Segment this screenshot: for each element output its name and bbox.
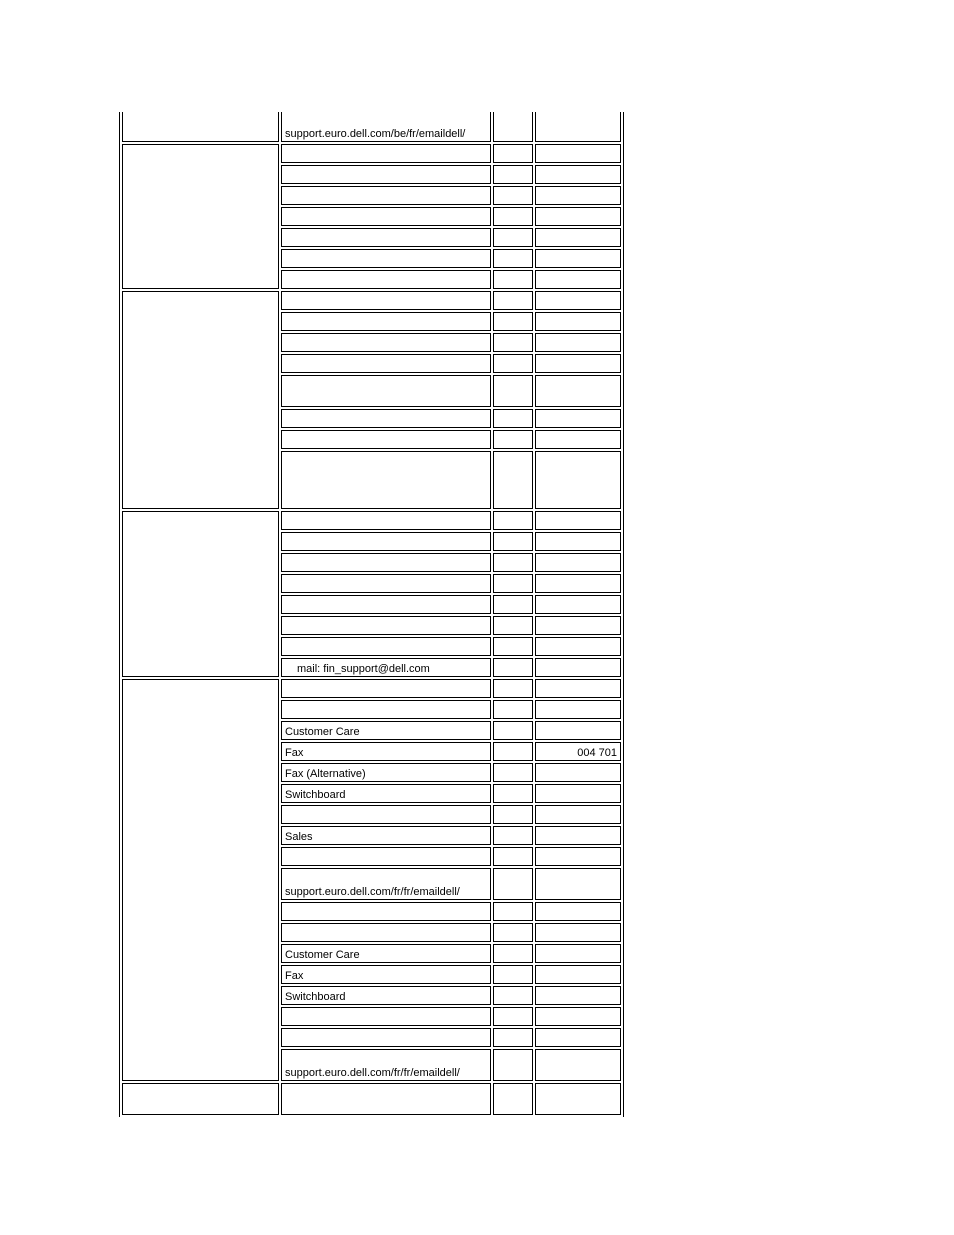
phone-number [535, 409, 621, 428]
access-code [493, 144, 533, 163]
service-label [281, 291, 491, 310]
service-label [281, 451, 491, 509]
access-code [493, 868, 533, 900]
access-code [493, 511, 533, 530]
access-code [493, 1083, 533, 1115]
service-label [281, 637, 491, 656]
contact-directory-table-viewport [119, 112, 624, 1118]
service-label [281, 658, 491, 677]
phone-number [535, 270, 621, 289]
service-label [281, 1028, 491, 1047]
access-code [493, 595, 533, 614]
phone-number [535, 763, 621, 782]
phone-number [535, 574, 621, 593]
access-code [493, 986, 533, 1005]
access-code [493, 1007, 533, 1026]
phone-number [535, 553, 621, 572]
phone-number [535, 679, 621, 698]
phone-number [535, 375, 621, 407]
access-code [493, 637, 533, 656]
service-label [281, 312, 491, 331]
phone-number [535, 847, 621, 866]
service-label [281, 228, 491, 247]
access-code [493, 409, 533, 428]
country-cell [122, 144, 279, 289]
table-row [122, 1083, 621, 1115]
phone-number [535, 1083, 621, 1115]
access-code [493, 375, 533, 407]
access-code [493, 333, 533, 352]
service-label [281, 1007, 491, 1026]
service-label [281, 333, 491, 352]
access-code [493, 1028, 533, 1047]
access-code [493, 291, 533, 310]
phone-number [535, 944, 621, 963]
access-code [493, 186, 533, 205]
service-label: support.euro.dell.com/fr/fr/emaildell/ [281, 868, 491, 900]
phone-number [535, 965, 621, 984]
service-label [281, 207, 491, 226]
phone-number [535, 144, 621, 163]
phone-number [535, 868, 621, 900]
access-code [493, 742, 533, 761]
phone-number [535, 451, 621, 509]
service-label: Customer Care [281, 944, 491, 963]
access-code [493, 532, 533, 551]
phone-number [535, 595, 621, 614]
phone-number [535, 207, 621, 226]
service-label [281, 165, 491, 184]
table-row [122, 511, 621, 530]
phone-number [535, 312, 621, 331]
access-code [493, 679, 533, 698]
service-label [281, 409, 491, 428]
phone-number [535, 249, 621, 268]
access-code [493, 658, 533, 677]
phone-number [535, 805, 621, 824]
phone-number [535, 430, 621, 449]
phone-number [535, 637, 621, 656]
access-code [493, 574, 533, 593]
service-label [281, 923, 491, 942]
access-code [493, 207, 533, 226]
contact-directory-table [119, 112, 624, 1117]
service-label [281, 805, 491, 824]
phone-number [535, 986, 621, 1005]
access-code [493, 944, 533, 963]
phone-number [535, 228, 621, 247]
service-label: Sales [281, 826, 491, 845]
phone-number [535, 1007, 621, 1026]
service-label: Customer Care [281, 721, 491, 740]
phone-number [535, 1049, 621, 1081]
phone-number [535, 902, 621, 921]
country-cell [122, 511, 279, 677]
email-text: mail: fin_support@dell.com [297, 663, 430, 675]
phone-number [535, 658, 621, 677]
access-code [493, 451, 533, 509]
service-label [281, 249, 491, 268]
service-label [281, 532, 491, 551]
country-cell [122, 679, 279, 1081]
access-code [493, 354, 533, 373]
service-label [281, 595, 491, 614]
country-cell [122, 1083, 279, 1115]
access-code [493, 430, 533, 449]
phone-number [535, 721, 621, 740]
service-label: Fax [281, 742, 491, 761]
access-code [493, 784, 533, 803]
service-label [281, 354, 491, 373]
access-code [493, 923, 533, 942]
access-code [493, 700, 533, 719]
phone-number [535, 112, 621, 142]
phone-number [535, 923, 621, 942]
access-code [493, 826, 533, 845]
access-code [493, 616, 533, 635]
access-code [493, 165, 533, 184]
service-label [281, 700, 491, 719]
service-label [281, 679, 491, 698]
phone-number [535, 1028, 621, 1047]
service-label [281, 375, 491, 407]
phone-number [535, 700, 621, 719]
phone-number [535, 616, 621, 635]
phone-number [535, 291, 621, 310]
phone-number [535, 532, 621, 551]
country-cell [122, 291, 279, 509]
service-label [281, 1083, 491, 1115]
service-label [281, 847, 491, 866]
service-label [281, 902, 491, 921]
phone-number [535, 354, 621, 373]
access-code [493, 553, 533, 572]
service-label [281, 144, 491, 163]
service-label: Switchboard [281, 986, 491, 1005]
service-label [281, 186, 491, 205]
access-code [493, 847, 533, 866]
phone-number [535, 826, 621, 845]
service-label [281, 430, 491, 449]
service-label: support.euro.dell.com/fr/fr/emaildell/ [281, 1049, 491, 1081]
service-label: Fax (Alternative) [281, 763, 491, 782]
access-code [493, 312, 533, 331]
phone-number: 004 701 [535, 742, 621, 761]
access-code [493, 249, 533, 268]
table-row [122, 112, 621, 142]
service-label [281, 616, 491, 635]
service-label [281, 574, 491, 593]
access-code [493, 965, 533, 984]
phone-number [535, 186, 621, 205]
service-label: Switchboard [281, 784, 491, 803]
service-label [281, 553, 491, 572]
access-code [493, 1049, 533, 1081]
phone-number [535, 165, 621, 184]
service-label: Fax [281, 965, 491, 984]
service-label [281, 270, 491, 289]
country-cell [122, 112, 279, 142]
access-code [493, 228, 533, 247]
access-code [493, 902, 533, 921]
service-label [281, 511, 491, 530]
service-label: support.euro.dell.com/be/fr/emaildell/ [281, 112, 491, 142]
phone-number [535, 511, 621, 530]
access-code [493, 763, 533, 782]
table-row [122, 291, 621, 310]
access-code [493, 270, 533, 289]
phone-number [535, 784, 621, 803]
access-code [493, 721, 533, 740]
table-row [122, 144, 621, 163]
table-row [122, 679, 621, 698]
phone-number [535, 333, 621, 352]
access-code [493, 112, 533, 142]
access-code [493, 805, 533, 824]
